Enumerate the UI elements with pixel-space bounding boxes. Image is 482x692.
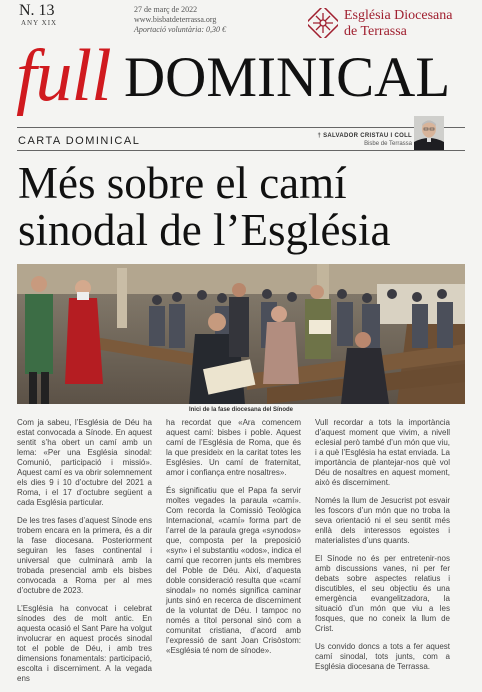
diocese-logo [308, 8, 478, 40]
issue-year: ANY XIX [21, 19, 58, 27]
section-label: CARTA DOMINICAL [18, 135, 141, 147]
author-block [312, 133, 412, 147]
article-photo [17, 264, 465, 404]
paragraph: De les tres fases d’aquest Sínode ens trobem encara en la primera, és a dir la fase diocesana. Posteriorment seguiran les fases continental i universal que culminarà amb la trobada presencial amb els bisbes convocada a Roma per al mes d’octubre de 2023. [17, 516, 152, 595]
masthead [0, 0, 482, 128]
article-column-2 [166, 418, 301, 664]
website-link[interactable]: www.bisbatdeterrassa.org [134, 15, 217, 24]
author-role: Bisbe de Terrassa [364, 141, 412, 147]
article-column-3 [315, 418, 450, 680]
author-name: † SALVADOR CRISTAU I COLL [317, 133, 412, 139]
issue-date: 27 de març de 2022 [134, 5, 198, 14]
masthead-divider [17, 127, 465, 128]
paragraph: L’Església ha convocat i celebrat sínodes des de molt antic. En aquesta ocasió el Sant Pare ha volgut involucrar en aquest procés sinodal tot el poble de Déu, i amb tres dimensions fonamentals: participació, escolta i discerniment. A la vegada ens [17, 604, 152, 683]
masthead-meta [134, 5, 226, 35]
diocese-name [344, 8, 452, 40]
paragraph: El Sínode no és per entretenir-nos amb discussions vanes, ni per fer debats sobre aspectes relatius i discutibles, el seu objectiu és una emergència evangelitzadora, la situació d’un món que viu a les fosques, que no coneix la llum de Crist. [315, 554, 450, 633]
photo-caption: Inici de la fase diocesana del Sínode [188, 407, 294, 413]
diocese-emblem-icon [308, 8, 338, 38]
article-title: Més sobre el camí sinodal de l’Església [18, 158, 391, 255]
logo-full-word: full [16, 35, 111, 117]
issue-number: N. 13 [19, 2, 55, 19]
paragraph: Us convido doncs a tots a fer aquest camí sinodal, tots junts, com a Església diocesana de Terrassa. [315, 642, 450, 671]
logo-dominical-word: DOMINICAL [124, 46, 451, 109]
paragraph: És significatiu que el Papa fa servir moltes vegades la paraula «camí». Com recorda la Comissió Teològica Internacional, «camí» forma part de l’arrel de la paraula grega «synodos» que, composta per la preposició «syn» i el substantiu «odos», indica el camí que recorren junts els membres del Poble de Déu. Així, d’aquesta doble consideració resulta que «camí sinodal» no només significa caminar junts sinó en recerca de discerniment de la voluntat de Déu. I tampoc no només a títol personal sinó com a comunitat cristiana, d’acord amb l’expressió de sant Joan Crisòstom: «Església té nom de sínode». [166, 486, 301, 655]
diocese-name-line2: de Terrassa [344, 24, 407, 39]
section-divider [17, 150, 465, 151]
paragraph: Vull recordar a tots la importància d’aquest moment que vivim, a nivell eclesial però també d’un món que viu, i a què l’Església ha estat enviada. La importància de plantejar-nos què vol Déu de nosaltres en aquest moment, això és discerniment. [315, 418, 450, 487]
paragraph: ha recordat que «Ara comencem aquest camí: bisbes i poble. Aquest camí de l’Església de Roma, que és la que presideix en la caritat totes les Esglésies. Un camí de fraternitat, amor i confiança entre nosaltres». [166, 418, 301, 477]
article-column-1 [17, 418, 152, 692]
author-portrait [414, 116, 444, 150]
paragraph: Com ja sabeu, l’Església de Déu ha estat convocada a Sínode. En aquest sentit s’ha obert un camí amb un lema: «Per una Església sinodal: Comunió, participació i missió». Aquest camí es va obrir solemnement els dies 9 i 10 d’octubre del 2021 a Roma, i el 17 d’octubre següent a cada Església particular. [17, 418, 152, 507]
paragraph: Només la llum de Jesucrist pot esvair les foscors d’un món que no troba la seva orientació ni el seu sentit més enllà dels interessos egoistes i materialistes d’uns quants. [315, 496, 450, 545]
diocese-name-line1: Església Diocesana [344, 8, 453, 23]
contribution-note: Aportació voluntària: 0,30 € [134, 25, 226, 34]
